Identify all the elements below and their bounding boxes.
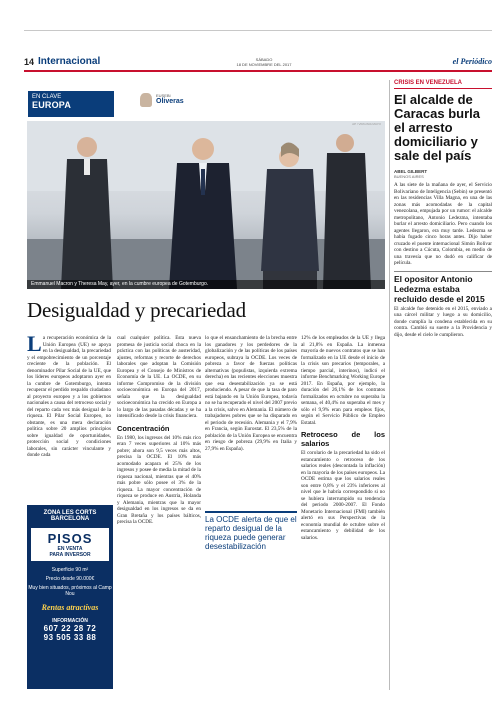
page-header [24,56,492,72]
date-line: SÁBADO 18 DE NOVIEMBRE DEL 2017 [236,57,292,67]
column-1-text: a recuperación económica de la Unión Europea (UE) se apoya en la desigualdad, la precariedad y el empobrecimiento de un porcentaje creciente de la población. El denominador Pilar Social de la UE, que los líderes europeos adoptaron ayer en la cumbre de Gotemburgo, intenta recuperar el perdido respaldo ciudadano al proyecto europeo y a los gobiernos nacionales a causa del retroceso social y del reparto cada vez más desigual de la riqueza. El Pilar Social Europeo, no obstante, es una mera declaración política sobre 20 amplios principios sobre igualdad de oportunidades, protección social y condiciones laborales, sin carácter vinculante y donde cada [27,335,111,458]
ad-offer-box [31,528,109,561]
photo-credit: AP / VIRGINIA MAYO [352,122,381,126]
ad-phone-1[interactable]: 607 22 28 72 [43,624,97,633]
subhead-concentracion: Concentración [117,423,170,433]
column-2b-text: En 1980, los ingresos del 10% más rico eran 7 veces superiores al 10% más pobre; ahora son 9,5 veces más altos, precisa la OCDE. El 10% más acomodado acapara el 25% de los ingresos y posee de media la mitad de la riqueza nacional, mientras que el 40% más pobre sólo posee el 3% de la riqueza. La mayor concentración de riqueza se produce en Austria, Holanda y Alemania, mientras que la mayor desigualdad en los ingresos se da en Gran Bretaña y los países bálticos, precisa la OCDE. [117,434,201,525]
main-photo [27,121,385,289]
sidebar-text-1: A las siete de la mañana de ayer, el Servicio Bolivariano de Inteligencia (Sebin) se presentó en las residencias Villa Magna, en una de las zonas más acomodadas de la capital venezolana, empujada por un rumor: el alcalde metropolitano, Antonio Ledezma, intentaba burlar el arresto domiciliario. Pero cuando los agentes llegaron, era muy tarde. Ledezma se había fugado cinco horas antes. Dijo haber cruzado el puente internacional Simón Bolívar con destino a Cúcuta, Colombia, en medio de una travesía que no dudó en calificar de película. [394,182,492,266]
ad-info-label: INFORMACIÓN [52,618,88,624]
sidebar-divider [389,80,390,690]
drop-cap: L [27,331,42,356]
sidebar-article [394,80,492,338]
subhead-salarios: Retroceso de los salarios [301,430,385,448]
column-tag [28,91,114,117]
sidebar-headline[interactable]: El alcalde de Caracas burla el arresto domiciliario y sale del país [394,92,480,163]
ad-offer-sub: EN VENTA [57,546,83,552]
column-4b-text: El corolario de la precariedad ha sido el estancamiento o retroceso de los salarios reales (descontada la inflación) en la mayoría de los países europeos. La OCDE estima que los salarios reales son entre 0,8% y el 23% inferiores al nivel que le habría correspondido si no se hubiera interrumpido su tendencia del periodo 2000-2007. El Fondo Monetario Internacional (FMI) también alertó en sus Perspectivas de la economía mundial de octubre sobre el estancamiento y debilidad de los salarios. [301,450,385,541]
section-title[interactable]: Internacional [38,56,101,67]
ad-price: Precio desde 90.000€ [45,576,95,582]
ad-city: BARCELONA [50,516,90,522]
author-first-name: EUSEBI [156,93,171,98]
article-column-3 [205,335,297,507]
article-headline[interactable]: Desigualdad y precariedad [27,298,246,322]
article-column-1 [27,331,111,460]
ad-note: Muy bien situados, próximos al Camp Nou [28,585,112,597]
author-name[interactable]: Oliveras [156,98,184,105]
article-column-2 [117,335,201,527]
page-number: 14 [24,57,35,67]
pull-quote: La OCDE alerta de que el reparto desigual de la riqueza puede generar desestabilización [205,511,297,551]
article-column-4 [301,335,385,542]
ad-offer-sub-2: PARA INVERSOR [49,552,91,558]
column-3-text: lo que el ensanchamiento de la brecha entre los ganadores y los perdedores de la globalización y de las políticas de los países europeos, subraya la OCDE. Los veces de pobreza a favor de fuerzas políticas alternativas (populistas, izquierda extrema derecha) en las recientes elecciones muestra que esa desestabilización ya se está produciendo. A pesar de que la tasa de paro está bajando en la Unión Europea, todavía no se ha recuperado el nivel del 2007 previo a la crisis, salvo en Alemania. El número de trabajadores pobres que se ha disparado en el periodo de recesión. Alemania y el 7,9% en Francia, según Eurostat. El 23,5% de la población de la Unión Europea se encuentra en riesgo de pobreza (29,9% en Italia y 27,9% en España). [205,335,297,452]
real-estate-ad[interactable] [27,505,113,689]
sidebar-subhead: El opositor Antonio Ledezma estaba recluido desde el 2015 [394,271,492,304]
photo-caption: Emmanuel Macron y Theresa May, ayer, en la cumbre europea de Gotemburgo. [31,281,209,287]
sidebar-place: BUENOS AIRES [394,174,424,179]
tag-kicker: EN CLAVE [32,94,62,100]
column-2a-text: cual cualquier política. Esta nueva promesa de justicia social choca en la práctica con las políticas de austeridad, ajustes, reformas y recorte de derechos laborales que adoptan la Comisión Europea y el Consejo de Ministros de Economía de la UE. La OCDE, en su informe Compromiso de la división socioeconómica en Europa del 2017, señala que la desigualdad socioeconómica ha crecido en Europa a lo largo de las pasadas décadas y se ha intensificado desde la crisis financiera. [117,335,201,419]
sidebar-kicker: CRISIS EN VENEZUELA [394,80,492,89]
sidebar-author: ABEL GILBERT [394,169,428,174]
ad-slogan: Rentas atractivas [41,603,99,612]
column-4a-text: 12% de los empleados de la UE y llega al 21,8% en España. La inmensa mayoría de nuevos contratos que se han formalizado en la UE desde el inicio de la crisis son precarios (temporales, a tiempo parcial, interinos), indicó el informe Benchmarking Working Europe 2017. En España, por ejemplo, la duración del 26,1% de los contratos formalizados en octubre no superaba la semana, el 40,4% no superaba el mes y sólo el 9,9% eran para empleos fijos, según el Servicio Público de Empleo Estatal. [301,335,385,426]
author-avatar [140,93,152,107]
sidebar-text-2: El alcalde fue detenido en el 2015, enviado a una cárcel militar y luego a su domicilio, donde cumplía la condena establecida en su contra. Cambió su suerte a la Providencia y dijo, desde el cielo le cumplieron. [394,305,492,338]
brand-logo[interactable]: el Periódico [452,57,492,66]
photo-figures [27,121,385,289]
tag-topic: EUROPA [32,100,72,110]
ad-zone: ZONA LES CORTS [43,510,97,516]
ad-surface: Superficie 90 m² [51,567,89,573]
top-rule [24,30,492,31]
ad-phone-2[interactable]: 93 505 33 88 [43,633,97,642]
ad-offer-title: PISOS [47,531,93,546]
